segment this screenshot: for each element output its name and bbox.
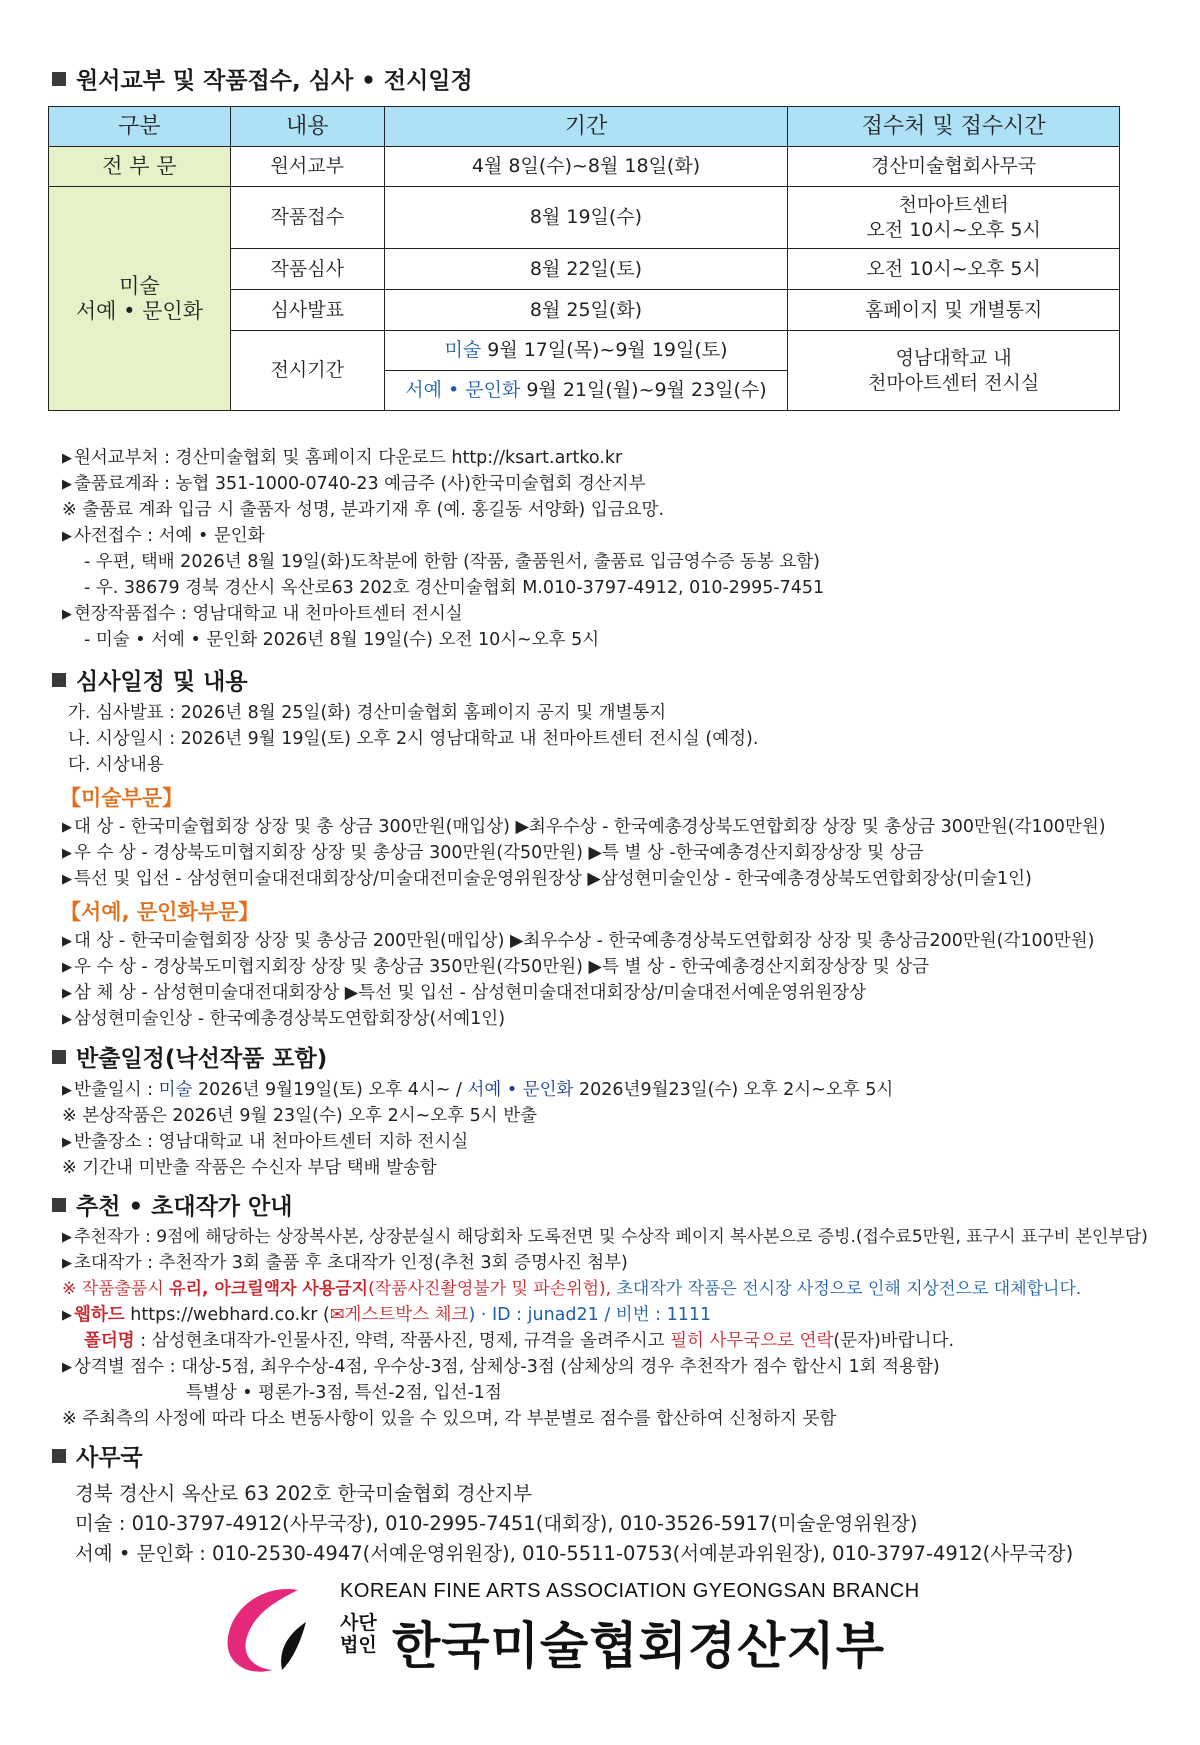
table-row (49, 187, 1120, 249)
header-cell: 구분 (49, 107, 231, 147)
section-heading-judging (52, 663, 248, 696)
judging-line: 다. 시상내용 (68, 755, 164, 775)
judging-line: 가. 심사발표 : 2026년 8월 25일(화) 경산미술협회 홈페이지 공지 및 개별통지 (68, 703, 667, 723)
folder-label: 폴더명 (84, 1331, 135, 1351)
triangle-bullet-icon: ▶ (62, 1360, 72, 1375)
section-heading-invite (52, 1188, 292, 1221)
square-bullet-icon (52, 673, 66, 687)
triangle-bullet-icon: ▶ (62, 960, 72, 975)
award-text: 대 상 - 한국미술협회장 상장 및 총상금 200만원(매입상) ▶최우수상 - 한국예총경상북도연합회장 상장 및 총상금200만원(각100만원) (74, 931, 1095, 951)
period-cell (384, 331, 788, 371)
invite-warning: (작품사진촬영불가 및 파손위험), (368, 1279, 612, 1299)
note-text: 현장작품접수 : 영남대학교 내 천마아트센터 전시실 (74, 604, 463, 624)
invite-line (62, 1224, 1148, 1251)
square-bullet-icon (52, 1050, 66, 1064)
office-calligraphy-contact: 서예 • 문인화 : 010-2530-4947(서예운영위원장), 010-5511-0753(서예분과위원장), 010-3797-4912(사무국장) (75, 1542, 1074, 1565)
category-cell (49, 187, 231, 411)
triangle-bullet-icon: ▶ (62, 1083, 72, 1098)
triangle-bullet-icon: ▶ (62, 986, 72, 1001)
note-line: - 우. 38679 경북 경산시 옥산로63 202호 경산미술협회 M.010-3797-4912, 010-2995-7451 (84, 578, 825, 598)
triangle-bullet-icon: ▶ (62, 1135, 72, 1150)
schedule-table (48, 106, 1120, 411)
section-title: 반출일정(낙선작품 포함) (76, 1046, 328, 1072)
period-value: 9월 17일(목)~9월 19일(토) (481, 339, 728, 361)
place-line: 천마아트센터 전시실 (868, 371, 1040, 394)
note-text: 사전접수 : 서예 • 문인화 (74, 526, 265, 546)
section-title: 원서교부 및 작품접수, 심사 • 전시일정 (76, 68, 473, 94)
invite-line (62, 1250, 628, 1277)
header-cell: 접수처 및 접수시간 (788, 107, 1120, 147)
award-text: 삼 체 상 - 삼성현미술대전대회장상 ▶특선 및 입선 - 삼성현미술대전대회장상/미술대전서예운영위원장상 (74, 983, 867, 1003)
square-bullet-icon (52, 1198, 66, 1212)
period-cell: 8월 22일(토) (384, 249, 788, 290)
triangle-bullet-icon: ▶ (62, 477, 72, 492)
period-cell: 4월 8일(수)~8월 18일(화) (384, 147, 788, 187)
invite-note-blue: 초대작가 작품은 전시장 사정으로 인해 지상전으로 대체합니다. (611, 1279, 1082, 1299)
content-cell: 심사발표 (230, 290, 384, 331)
section-heading-return (52, 1040, 327, 1073)
triangle-bullet-icon: ▶ (62, 820, 72, 835)
content-cell: 원서교부 (230, 147, 384, 187)
calligraphy-dept-title: 【서예, 문인화부문】 (60, 900, 260, 924)
logo-small-text: 법인 (340, 1634, 377, 1656)
award-line (62, 980, 866, 1007)
note-line (62, 445, 622, 472)
period-value: 9월 21일(월)~9월 23일(수) (520, 379, 767, 401)
triangle-bullet-icon: ▶ (62, 1308, 72, 1323)
note-line: - 우편, 택배 2026년 8월 19일(화)도착분에 한함 (작품, 출품원서, 출품료 입금영수증 동봉 요함) (84, 552, 820, 572)
invite-text: 추천작가 : 9점에 해당하는 상장복사본, 상장분실시 해당회차 도록전면 및 수상작 페이지 복사본으로 증빙.(접수료5만원, 표구시 표구비 본인부담) (74, 1227, 1148, 1247)
triangle-bullet-icon: ▶ (62, 934, 72, 949)
award-text: 삼성현미술인상 - 한국예총경상북도연합회장상(서예1인) (74, 1009, 506, 1029)
logo-korean-name: 한국미술협회경산지부 (392, 1617, 885, 1675)
table-header-row (49, 107, 1120, 147)
webhard-label: 웹하드 (74, 1305, 125, 1325)
square-bullet-icon (52, 72, 66, 86)
award-text: 우 수 상 - 경상북도미협지회장 상장 및 총상금 350만원(각50만원) ▶특 별 상 - 한국예총경산지회장상장 및 상금 (74, 957, 930, 977)
office-art-contact: 미술 : 010-3797-4912(사무국장), 010-2995-7451(대회장), 010-3526-5917(미술운영위원장) (75, 1512, 918, 1535)
folder-text: (문자)바랍니다. (833, 1331, 955, 1351)
judging-line: 나. 시상일시 : 2026년 9월 19일(토) 오후 2시 영남대학교 내 천마아트센터 전시실 (예정). (68, 729, 759, 749)
section-heading-office (52, 1439, 143, 1472)
mail-icon: ✉ (329, 1305, 345, 1325)
invite-notice (62, 1276, 1081, 1302)
award-text: 특선 및 입선 - 삼성현미술대전대회장상/미술대전미술운영위원장상 ▶삼성현미술인상 - 한국예총경상북도연합회장상(미술1인) (74, 869, 1032, 889)
folder-line (84, 1328, 954, 1354)
period-cell: 8월 25일(화) (384, 290, 788, 331)
logo-legal-entity (340, 1612, 377, 1656)
triangle-bullet-icon: ▶ (62, 529, 72, 544)
webhard-url: https://webhard.co.kr ( (124, 1305, 330, 1325)
note-text: 원서교부처 : 경산미술협회 및 홈페이지 다운로드 http://ksart.artko.kr (74, 448, 623, 468)
note-text: 출품료계좌 : 농협 351-1000-0740-23 예금주 (사)한국미술협회 경산지부 (74, 474, 646, 494)
return-calligraphy-label: 서예 • 문인화 (467, 1080, 574, 1100)
return-line (62, 1129, 468, 1156)
return-text: 2026년9월23일(수) 오후 2시~오후 5시 (573, 1080, 894, 1100)
category-art: 미술 (119, 273, 160, 298)
return-line (62, 1077, 893, 1104)
note-line-warning: ※ 출품료 계좌 입금 시 출품자 성명, 분과기재 후 (예. 홍길동 서양화) 입금요망. (62, 500, 665, 520)
period-label: 미술 (444, 339, 482, 361)
logo-english-name: KOREAN FINE ARTS ASSOCIATION GYEONGSAN BRANCH (340, 1580, 920, 1602)
section-title: 추천 • 초대작가 안내 (76, 1194, 293, 1220)
place-cell (788, 187, 1120, 249)
score-line (62, 1354, 940, 1381)
return-warning: ※ 기간내 미반출 작품은 수신자 부담 택배 발송함 (62, 1158, 437, 1178)
category-calligraphy: 서예 • 문인화 (75, 298, 203, 323)
award-line (62, 954, 929, 981)
place-cell: 홈페이지 및 개별통지 (788, 290, 1120, 331)
return-text: 반출장소 : 영남대학교 내 천마아트센터 지하 전시실 (74, 1132, 469, 1152)
note-line (62, 523, 265, 550)
award-line (62, 840, 924, 867)
place-line: 천마아트센터 (898, 193, 1009, 216)
webhard-credentials: ) · ID : junad21 / 비번 : 1111 (468, 1305, 712, 1325)
award-line (62, 928, 1094, 955)
triangle-bullet-icon: ▶ (62, 451, 72, 466)
section-title: 심사일정 및 내용 (76, 669, 248, 695)
return-art-label: 미술 (158, 1080, 193, 1100)
place-cell: 경산미술협회사무국 (788, 147, 1120, 187)
invite-warning-line: ※ 주최측의 사정에 따라 다소 변동사항이 있을 수 있으며, 각 부분별로 점수를 합산하여 신청하지 못함 (62, 1409, 837, 1429)
folder-text: : 삼성현초대작가-인물사진, 약력, 작품사진, 명제, 규격을 올려주시고 (134, 1331, 671, 1351)
award-line (62, 1006, 505, 1033)
office-address: 경북 경산시 옥산로 63 202호 한국미술협회 경산지부 (75, 1482, 533, 1505)
return-warning: ※ 본상작품은 2026년 9월 23일(수) 오후 2시~오후 5시 반출 (62, 1106, 538, 1126)
note-line: - 미술 • 서예 • 문인화 2026년 8월 19일(수) 오전 10시~오후 5시 (84, 630, 600, 650)
triangle-bullet-icon: ▶ (62, 846, 72, 861)
invite-warning: ※ 작품출품시 (62, 1279, 170, 1299)
triangle-bullet-icon: ▶ (62, 1256, 72, 1271)
invite-warning-bold: 유리, 아크릴액자 사용금지 (169, 1279, 369, 1299)
place-line: 오전 10시~오후 5시 (866, 218, 1041, 241)
art-dept-title: 【미술부문】 (60, 786, 184, 810)
place-line: 영남대학교 내 (895, 346, 1012, 369)
webhard-line (62, 1302, 711, 1329)
square-bullet-icon (52, 1449, 66, 1463)
place-cell: 오전 10시~오후 5시 (788, 249, 1120, 290)
note-line (62, 471, 646, 498)
category-cell: 전 부 문 (49, 147, 231, 187)
invite-text: 초대작가 : 추천작가 3회 출품 후 초대작가 인정(추천 3회 증명사진 첨부) (74, 1253, 628, 1273)
triangle-bullet-icon: ▶ (62, 872, 72, 887)
section-title: 사무국 (76, 1445, 143, 1471)
award-text: 대 상 - 한국미술협회장 상장 및 총 상금 300만원(매입상) ▶최우수상 - 한국예총경상북도연합회장 상장 및 총상금 300만원(각100만원) (74, 817, 1106, 837)
association-logo-icon (218, 1582, 328, 1682)
guestbox-text: 게스트박스 체크 (344, 1305, 469, 1325)
period-label: 서예 • 문인화 (405, 379, 521, 401)
triangle-bullet-icon: ▶ (62, 607, 72, 622)
content-cell: 작품접수 (230, 187, 384, 249)
return-text: 반출일시 : (74, 1080, 159, 1100)
triangle-bullet-icon: ▶ (62, 1230, 72, 1245)
header-cell: 기간 (384, 107, 788, 147)
score-text: 상격별 점수 : 대상-5점, 최우수상-4점, 우수상-3점, 삼체상-3점 (삼체상의 경우 추천작가 점수 합산시 1회 적용함) (74, 1357, 940, 1377)
period-cell: 8월 19일(수) (384, 187, 788, 249)
content-cell: 작품심사 (230, 249, 384, 290)
return-text: 2026년 9월19일(토) 오후 4시~ / (192, 1080, 468, 1100)
header-cell: 내용 (230, 107, 384, 147)
table-row (49, 147, 1120, 187)
content-cell: 전시기간 (230, 331, 384, 411)
award-line (62, 814, 1106, 841)
award-text: 우 수 상 - 경상북도미협지회장 상장 및 총상금 300만원(각50만원) ▶특 별 상 -한국예총경산지회장상장 및 상금 (74, 843, 924, 863)
logo-small-text: 사단 (340, 1612, 377, 1634)
triangle-bullet-icon: ▶ (62, 1012, 72, 1027)
award-line (62, 866, 1032, 893)
section-heading-schedule (52, 62, 473, 95)
period-cell (384, 371, 788, 411)
score-line: 특별상 • 평론가-3점, 특선-2점, 입선-1점 (186, 1383, 502, 1403)
folder-warning: 필히 사무국으로 연락 (670, 1331, 834, 1351)
place-cell (788, 331, 1120, 411)
note-line (62, 601, 463, 628)
